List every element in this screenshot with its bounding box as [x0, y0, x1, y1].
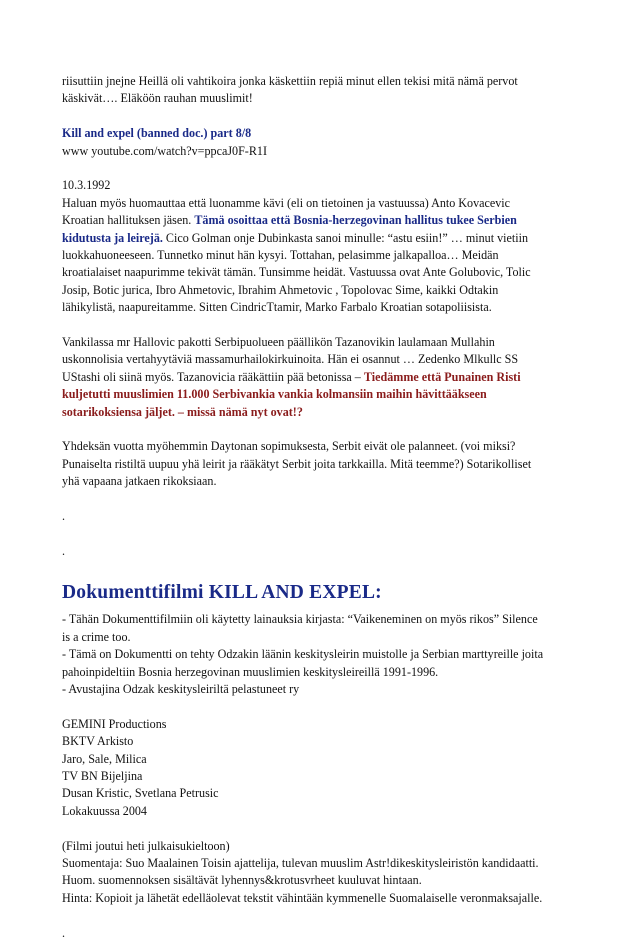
text-line: Yhdeksän vuotta myöhemmin Daytonan sopimuksesta, Serbit eivät ole palanneet. (voi miksi? [62, 439, 516, 454]
video-url: www youtube.com/watch?v=ppcaJ0F-R1I [62, 143, 267, 158]
text-line: (Filmi joutui heti julkaisukieltoon) [62, 838, 230, 853]
text-span: UStashi oli siinä myös. Tazanovicia rääkättiin pää betonissa – [62, 369, 364, 384]
text-line: Hinta: Kopioit ja lähetät edelläolevat tekstit vähintään kymmenelle Suomalaiselle veronmaksajalle. [62, 890, 543, 905]
separator-dot: . [62, 509, 66, 524]
credit-line: Dusan Kristic, Svetlana Petrusic [62, 786, 219, 801]
red-highlight-text: kuljetutti muuslimien 11.000 Serbivankia vankia kolmansiin maihin hävittääkseen [62, 387, 487, 402]
text-line: - Avustajina Odzak keskitysleiriltä pelastuneet ry [62, 681, 300, 696]
intro-paragraph [62, 73, 594, 108]
text-line: uskonnolisia vertahyytäviä massamurhailokirkuinoita. Hän ei osannut … Zedenko Mlkullc SS [62, 352, 519, 367]
credit-line: Jaro, Sale, Milica [62, 751, 147, 766]
text-line: kroatialaiset naapurimme tekivät tämän. Tunsimme heidät. Vastuussa ovat Ante Golubovic, Tolic [62, 265, 531, 280]
separator-dot: . [62, 925, 66, 940]
testimony-paragraph [62, 177, 594, 316]
text-line: yhä vapaana jatkaen rikoksiaan. [62, 474, 217, 489]
text-line: Suomentaja: Suo Maalainen Toisin ajattelija, tulevan muuslim Astr!dikeskitysleiristön kandidaatti. [62, 855, 539, 870]
video-reference [62, 125, 594, 160]
highlight-text: Tämä osoittaa että Bosnia-herzegovinan hallitus tukee Serbien [194, 213, 517, 228]
text-span: Kroatian hallituksen jäsen. [62, 213, 195, 228]
text-line: luokkahuoneeseen. Tunnetko minut hän kysyi. Tottahan, pelasimme jalkapalloa… Meidän [62, 248, 499, 263]
prison-paragraph [62, 334, 594, 421]
text-line: Josip, Botic jurica, Ibro Ahmetovic, Ibrahim Ahmetovic , Topolovac Sime, kaikki Odtakin [62, 282, 499, 297]
credit-line: Lokakuussa 2004 [62, 803, 147, 818]
testimony-date: 10.3.1992 [62, 178, 111, 193]
red-highlight-text: sotarikoksiensa jäljet. – missä nämä nyt ovat!? [62, 404, 303, 419]
text-line: pahoinpideltiin Bosnia herzegovinan muuslimien keskitysleireillä 1991-1996. [62, 664, 439, 679]
video-title: Kill and expel (banned doc.) part 8/8 [62, 126, 252, 141]
text-line: is a crime too. [62, 629, 131, 644]
credit-line: BKTV Arkisto [62, 734, 134, 749]
highlight-text: kidutusta ja leirejä. [62, 230, 163, 245]
text-line: - Tähän Dokumenttifilmiin oli käytetty lainauksia kirjasta: “Vaikeneminen on myös rikos” Silence [62, 612, 538, 627]
text-line: käskivät…. Eläköön rauhan muuslimit! [62, 91, 253, 106]
text-line [62, 230, 594, 247]
red-highlight-text: Tiedämme että Punainen Risti [363, 369, 521, 384]
documentary-paragraph [62, 611, 594, 698]
notes-paragraph [62, 838, 594, 908]
text-line: - Tämä on Dokumentti on tehty Odzakin läänin keskitysleirin muistolle ja Serbian marttyreille joita [62, 647, 544, 662]
section-heading: Dokumenttifilmi KILL AND EXPEL: [62, 582, 382, 604]
credit-line: TV BN Bijeljina [62, 768, 143, 783]
text-line: Haluan myös huomauttaa että luonamme kävi (eli on tietoinen ja vastuussa) Anto Kovacevic [62, 195, 511, 210]
text-line: Huom. suomennoksen sisältävät lyhennys&krotusvrheet kuuluvat hintaan. [62, 873, 422, 888]
text-line: riisuttiin jnejne Heillä oli vahtikoira jonka käskettiin repiä minut ellen tekisi mitä nämä pervot [62, 74, 518, 88]
separator-dot: . [62, 543, 66, 558]
text-line: lähikylistä, naapureitamme. Sitten CindricTtamir, Marko Farbalo Kroatian sotapoliisista. [62, 300, 492, 315]
dayton-paragraph [62, 438, 594, 490]
credit-line: GEMINI Productions [62, 716, 167, 731]
text-line [62, 212, 594, 229]
text-line: Punaiselta ristiltä uupuu yhä leirit ja rääkätyt Serbit joita tarkkailla. Mitä teemme?) Sotarikolliset [62, 456, 532, 471]
text-span: Cico Golman onje Dubinkasta sanoi minulle: “astu esiin!” … minut vietiin [162, 230, 529, 245]
text-line [62, 369, 594, 386]
credits-list [62, 716, 594, 820]
text-line: Vankilassa mr Hallovic pakotti Serbipuolueen päällikön Tazanovikin laulamaan Mullahin [62, 335, 495, 350]
